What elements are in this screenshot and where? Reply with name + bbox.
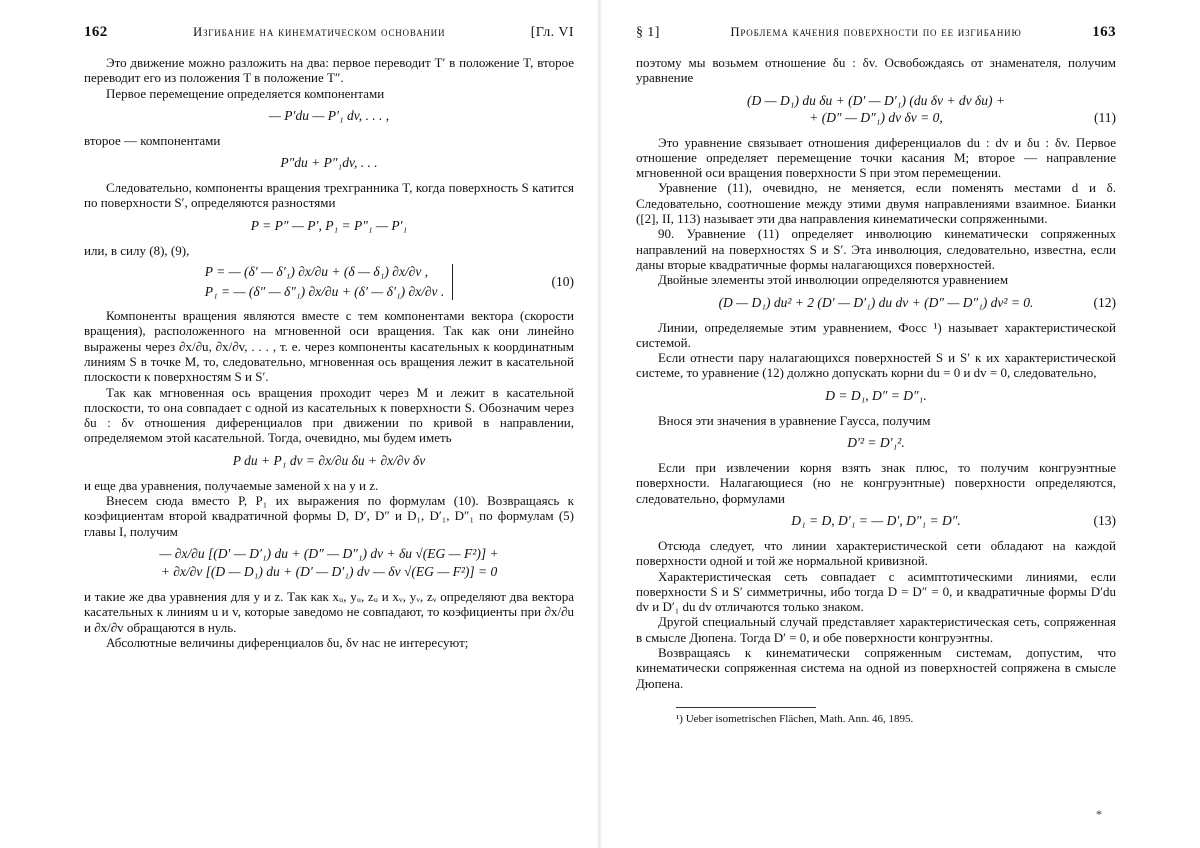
formula: P du + P₁ dv = ∂x/∂u δu + ∂x/∂v δv: [232, 452, 426, 468]
paragraph: Если при извлечении корня взять знак плюс, то получим конгруэнтные поверхности. Налагающиеся (но не конгруэнтные) поверхности определяются, следовательно, формулами: [636, 460, 1116, 506]
paragraph: или, в силу (8), (9),: [84, 242, 190, 258]
running-head: Изгибание на кинематическом основании: [193, 25, 446, 39]
paragraph: второе — компонентами: [84, 132, 221, 148]
chapter-label: [Гл. VI: [530, 25, 574, 40]
paragraph: Это уравнение связывает отношения диференциалов du : dv и δu : δv. Первое отношение определяет перемещение точки касания M; второе — направление мгновенной оси вращения поверхности S при этом перемещении.: [636, 134, 1116, 181]
formula: (D — D₁) du² + 2 (D′ — D′₁) du dv + (D″ — D″₁) dv² = 0.: [718, 294, 1034, 310]
formula: — P′du — P′₁ dv, . . . ,: [268, 107, 390, 123]
paragraph: Следовательно, компоненты вращения трехгранника T, когда поверхность S катится по поверхности S′, определяются разностями: [84, 180, 574, 211]
paragraph: Абсолютные величины диференциалов δu, δv нас не интересуют;: [106, 634, 469, 650]
paragraph: 90. Уравнение (11) определяет инволюцию кинематически сопряженных направлений на поверхностях S и S′. Эта инволюция, следовательно, известна, если даны вторые квадратичные формы налагающихся поверхностей.: [636, 226, 1116, 272]
paragraph: Компоненты вращения являются вместе с тем компонентами вектора (скорости вращения), расположенного на мгновенной оси вращения. Так как они линейно выражены через ∂x/∂u, ∂x/∂v, . . . , т. е. через компоненты касательных к координатным линиям S в точке M, то, следовательно, мгновенная ось вращения лежит в касательной плоскости к поверхностям S и S′.: [84, 308, 574, 385]
formula-block-10: [84, 264, 574, 300]
formula: D′² = D′₁².: [847, 435, 905, 451]
paragraph: Возвращаясь к кинематически сопряженным системам, допустим, что кинематически сопряженная система на одной из поверхностей сопряжена в смысле Дюпена.: [636, 645, 1116, 691]
formula: + ∂x/∂v [(D — D₁) du + (D′ — D′₁) dv — δv √(EG — F²)] = 0: [160, 563, 498, 579]
right-page: [600, 0, 1200, 848]
paragraph: и еще два уравнения, получаемые заменой x на y и z.: [84, 477, 379, 493]
paragraph: Другой специальный случай представляет характеристическая сеть, сопряженная в смысле Дюпена. Тогда D′ = 0, и обе поверхности конгруэнтны.: [636, 614, 1116, 645]
paragraph: поэтому мы возьмем отношение δu : δv. Освобождаясь от знаменателя, получим уравнение: [636, 55, 1116, 86]
paragraph: и такие же два уравнения для y и z. Так как xᵤ, yᵤ, zᵤ и xᵥ, yᵥ, zᵥ определяют два вектора касательных к линиям u и v, которые заведомо не совпадают, то коэфициенты при ∂x/∂u и ∂x/∂v обращаются в нуль.: [84, 588, 574, 635]
running-head: Проблема качения поверхности по ее изгибанию: [730, 25, 1022, 39]
paragraph: Внесем сюда вместо P, P₁ их выражения по формулам (10). Возвращаясь к коэфициентам второй квадратичной формы D, D′, D″ и D₁, D′₁, D″₁ по формулам (5) главы I, получим: [84, 493, 574, 539]
paragraph: Отсюда следует, что линии характеристической сети обладают на каждой поверхности одной и той же нормальной кривизной.: [636, 537, 1116, 569]
footnote-divider: [676, 707, 816, 708]
left-page-header: [84, 24, 574, 41]
formula: P₁ = — (δ″ — δ″₁) ∂x/∂u + (δ′ — δ′₁) ∂x/∂v .: [204, 284, 445, 300]
right-page-header: [636, 24, 1116, 41]
page-mark: *: [1096, 807, 1102, 821]
paragraph: Первое перемещение определяется компонентами: [106, 85, 385, 101]
formula: D₁ = D, D′₁ = — D′, D″₁ = D″.: [791, 512, 961, 528]
paragraph: Линии, определяемые этим уравнением, Фосс ¹) называет характеристической системой.: [636, 319, 1116, 350]
page-number: 162: [84, 24, 108, 40]
formula: P″du + P″₁dv, . . .: [280, 155, 378, 171]
equation-number: (12): [1093, 294, 1116, 310]
equation-number: (10): [551, 274, 574, 290]
formula-with-number: [636, 295, 1116, 311]
formula: — ∂x/∂u [(D′ — D′₁) du + (D″ — D″₁) dv + δu √(EG — F²)] +: [159, 545, 499, 561]
formula: P = — (δ′ — δ′₁) ∂x/∂u + (δ — δ₁) ∂x/∂v ,: [204, 264, 429, 280]
paragraph: Если отнести пару налагающихся поверхностей S и S′ к их характеристической системе, то уравнение (12) должно допускать корни du = 0 и dv = 0, следовательно,: [636, 350, 1116, 381]
paragraph: Так как мгновенная ось вращения проходит через M и лежит в касательной плоскости, то она совпадает с одной из касательных к поверхности S. Обозначим через δu : δv отношения диференциалов при движении по кривой в направлении, определяемом этой касательной. Тогда, очевидно, мы будем иметь: [84, 384, 574, 446]
paragraph: Характеристическая сеть совпадает с асимптотическими линиями, если поверхности S и S′ симметричны, ибо тогда D = D″ = 0, и квадратичные формы D′du dv и D′₁ du dv отличаются только знаком.: [636, 568, 1116, 615]
formula: P = P″ — P′, P₁ = P″₁ — P′₁: [250, 217, 408, 233]
section-label: § 1]: [636, 25, 660, 40]
equation-number: (13): [1093, 512, 1116, 528]
formula-with-number: [636, 513, 1116, 529]
page-number: 163: [1092, 24, 1116, 40]
paragraph: Внося эти значения в уравнение Гаусса, получим: [658, 412, 931, 428]
formula: (D — D₁) du δu + (D′ — D′₁) (du δv + dv δu) +: [747, 92, 1005, 108]
footnote: ¹) Ueber isometrischen Flächen, Math. Ann. 46, 1895.: [676, 712, 914, 725]
paragraph: Двойные элементы этой инволюции определяются уравнением: [658, 272, 1009, 288]
formula: + (D″ — D″₁) dv δv = 0,: [809, 109, 943, 125]
formula: D = D₁, D″ = D″₁.: [825, 387, 927, 403]
paragraph: Уравнение (11), очевидно, не меняется, если поменять местами d и δ. Следовательно, соотношение между этими двумя направлениями взаимное. Бианки ([2], II, 113) называет эти два направления кинематически сопряженными.: [636, 180, 1116, 227]
paragraph: Это движение можно разложить на два: первое переводит T′ в положение T, второе переводит его из положения T в положение T″.: [84, 55, 574, 86]
formula-with-number: [636, 110, 1116, 126]
equation-number: (11): [1094, 109, 1116, 125]
